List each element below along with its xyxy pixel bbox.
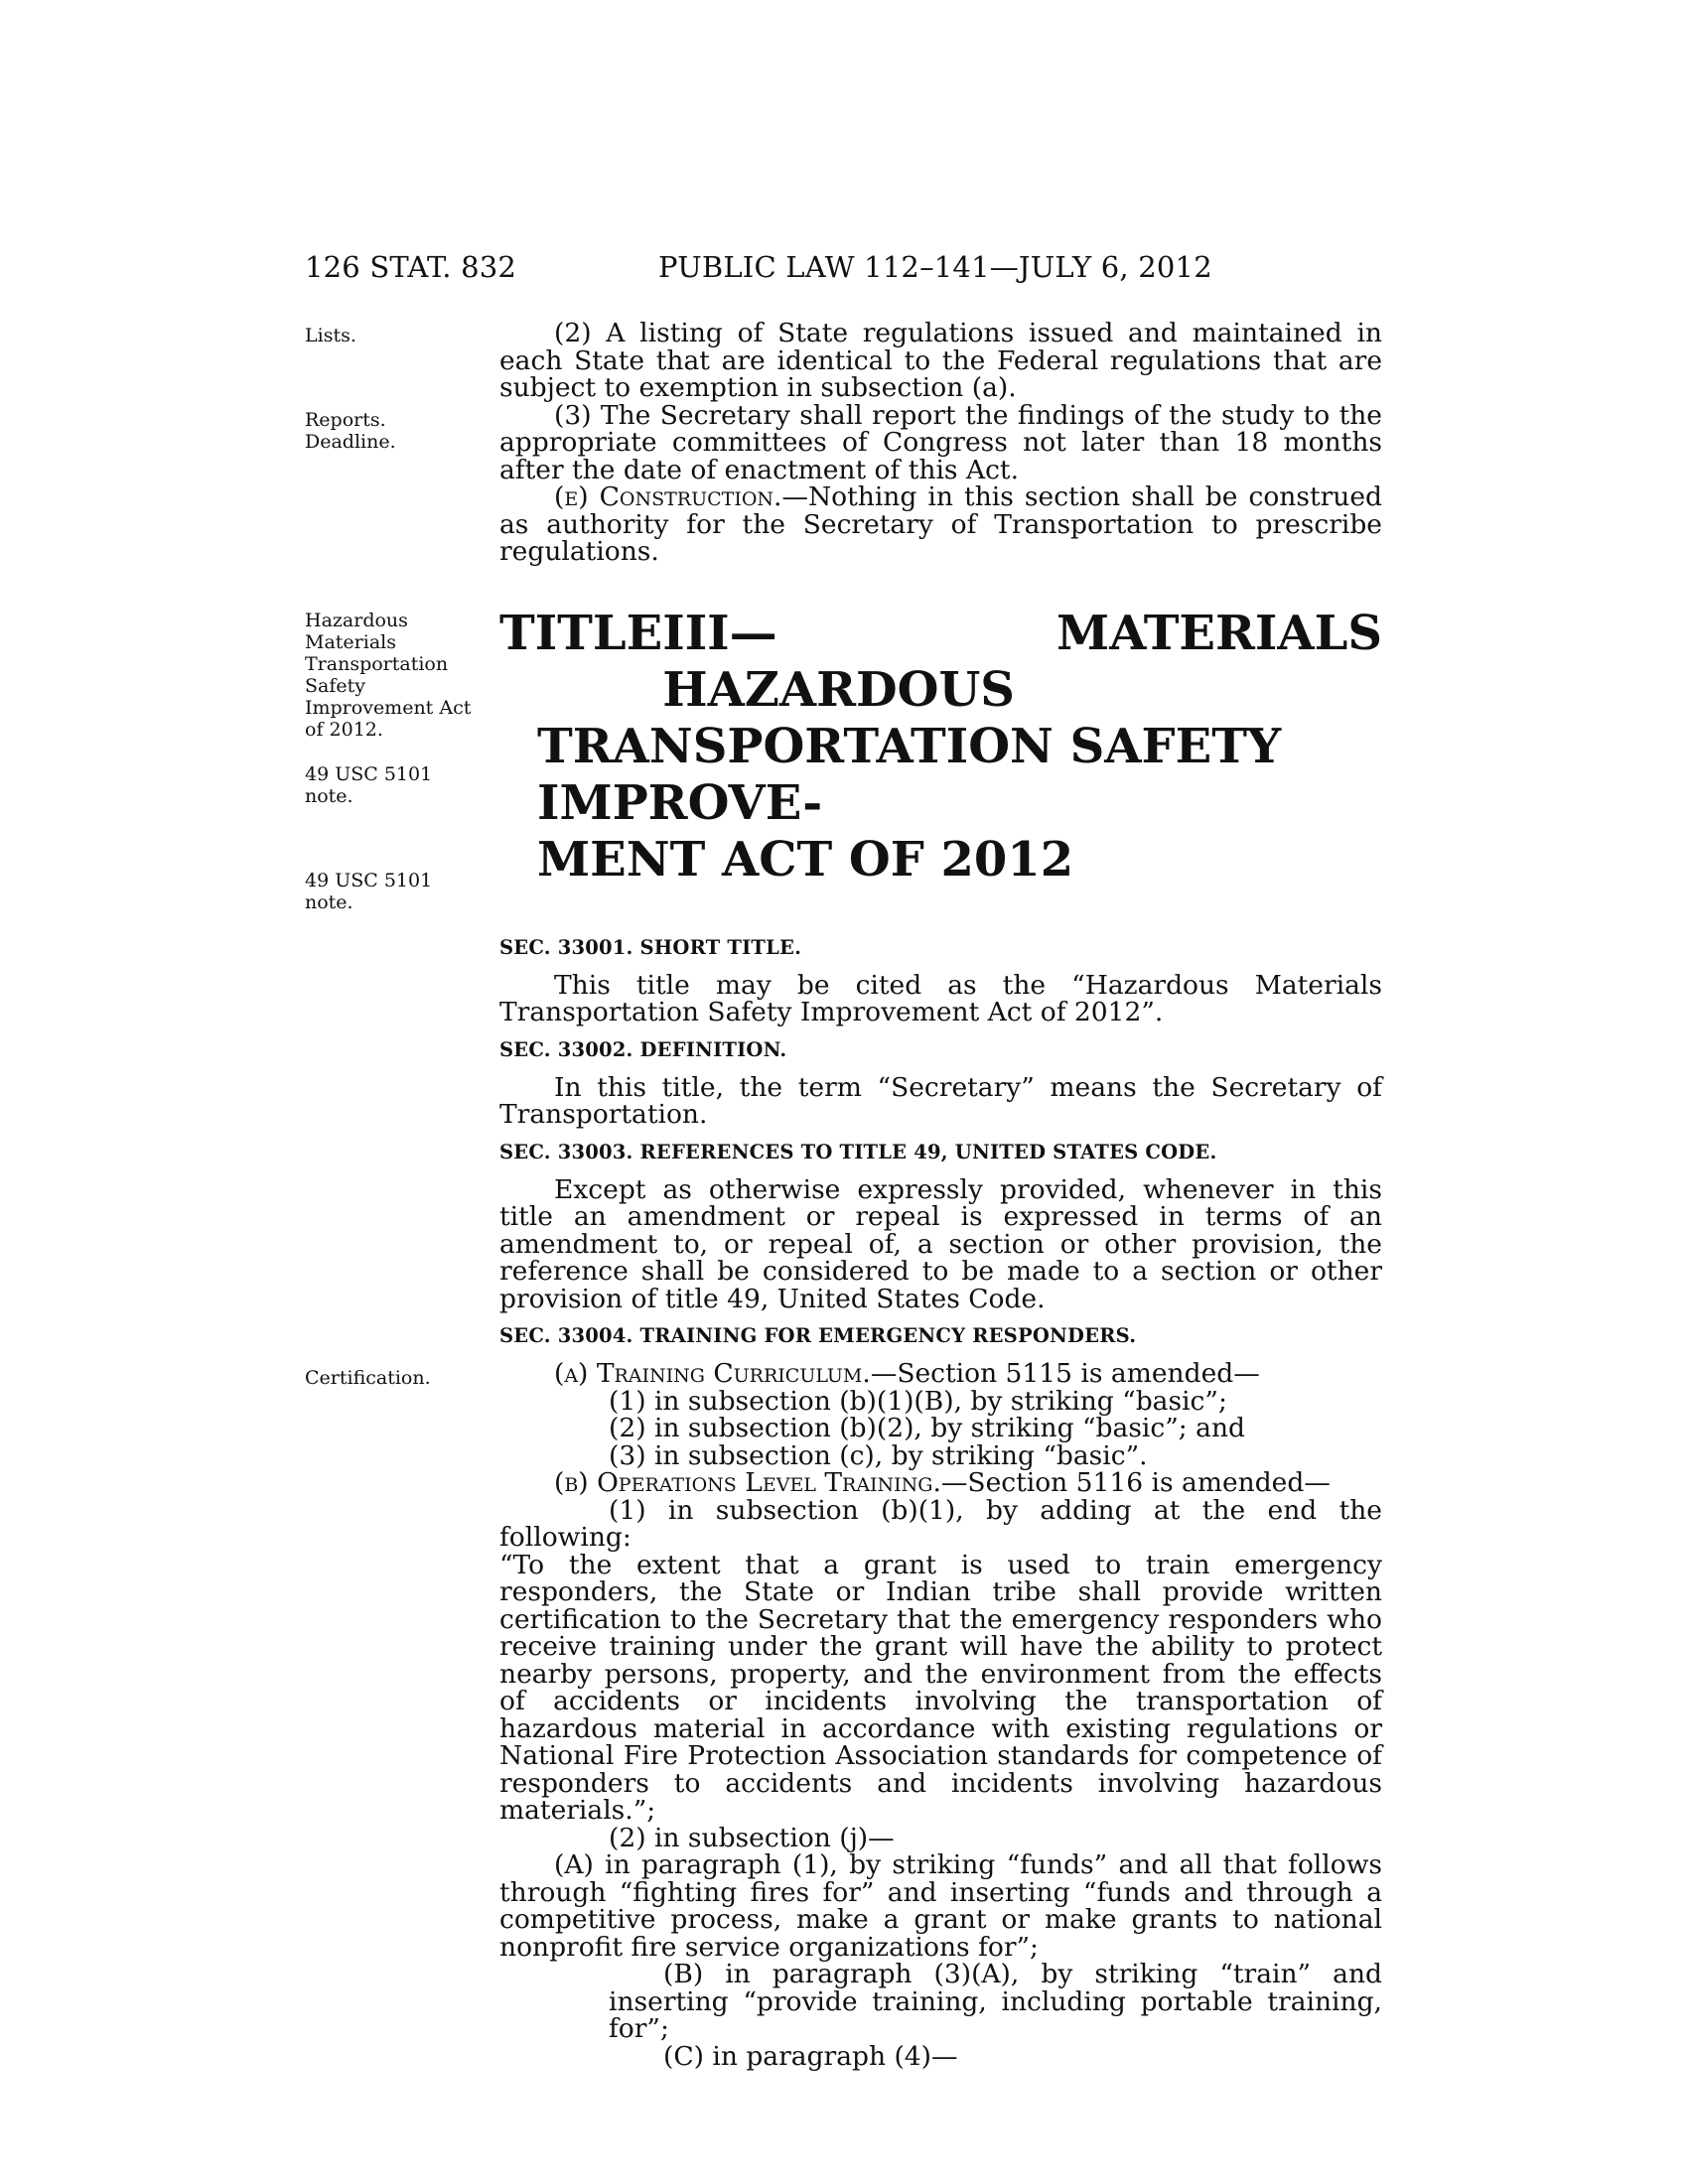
margin-note-certification: Certification. (305, 1367, 431, 1389)
title-line-3: MENT ACT OF 2012 (537, 831, 1074, 887)
paragraph-a2: (2) in subsection (b)(2), by striking “basic”; and (609, 1413, 1245, 1443)
subsection-e-text: —Nothing in this section shall be construed as authority for the Secretary of Transportation to prescribe regulations. (499, 481, 1382, 567)
subsection-a-text: —Section 5115 is amended— (870, 1358, 1260, 1389)
subsection-a-heading: (a) Training Curriculum. (554, 1358, 871, 1389)
title-word-title: TITLE (499, 605, 663, 661)
subsection-a (499, 1360, 1382, 1388)
page-header-law: PUBLIC LAW 112–141—JULY 6, 2012 (658, 250, 1212, 284)
title-word-number: III—HAZARDOUS (662, 605, 1015, 718)
paragraph-d3: (3) The Secretary shall report the findings of the study to the appropriate committees of Congress not later than 18 months after the date of enactment of this Act. (499, 399, 1382, 485)
paragraph-b2-b-text: (B) in paragraph (3)(A), by striking “train” and inserting “provide training, including portable training, for”; (609, 1959, 1382, 2044)
title-line-1 (499, 606, 1382, 719)
margin-note-short-title: Hazardous Materials Transportation Safety Improvement Act of 2012. (305, 610, 472, 741)
margin-note-deadline-label: Deadline. (305, 431, 396, 453)
section-33003-text: Except as otherwise expressly provided, whenever in this title an amendment or repeal is expressed in terms of an amendment to, or repeal of, a section or other provision, the reference shall be considered to be made to a section or other provision of title 49, United States Code. (499, 1173, 1382, 1314)
subsection-b (499, 1469, 1382, 1497)
margin-note-usc-2: 49 USC 5101 note. (305, 870, 433, 913)
paragraph-a1: (1) in subsection (b)(1)(B), by striking “basic”; (609, 1385, 1227, 1417)
paragraph-b1: (1) in subsection (b)(1), by adding at the end the following: (499, 1494, 1382, 1553)
paragraph-b2-b (499, 1961, 1382, 2043)
subsection-b-heading: (b) Operations Level Training. (554, 1467, 941, 1498)
paragraph-b2-a-text: (A) in paragraph (1), by striking “funds” and all that follows through “fighting fires for” and inserting “funds and through a competitive process, make a grant or make grants to national nonprofit fire service organizations for”; (499, 1849, 1382, 1963)
section-33004-heading: SEC. 33004. TRAINING FOR EMERGENCY RESPONDERS. (499, 1324, 1137, 1347)
margin-note-usc-1: 49 USC 5101 note. (305, 763, 433, 807)
paragraph-b2-c: (C) in paragraph (4)— (663, 2040, 958, 2072)
section-33002-heading: SEC. 33002. DEFINITION. (499, 1037, 787, 1061)
section-33003-heading: SEC. 33003. REFERENCES TO TITLE 49, UNITED STATES CODE. (499, 1140, 1217, 1163)
paragraph-d2: (2) A listing of State regulations issued and maintained in each State that are identical to the Federal regulations that are subject to exemption in subsection (a). (499, 318, 1382, 403)
page-header-stat: 126 STAT. 832 (305, 250, 517, 284)
paragraph-e (499, 483, 1382, 566)
title-word-materials: MATERIALS (1055, 605, 1382, 661)
margin-note-reports-label: Reports. (305, 409, 386, 431)
document-body (499, 320, 1382, 2070)
paragraph-b1-quote: “To the extent that a grant is used to train emergency responders, the State or Indian tribe shall provide written certification to the Secretary that the emergency responders who receive training under the grant will have the ability to protect nearby persons, property, and the environment from the effects of accidents or incidents involving the transportation of hazardous material in accordance with existing regulations or National Fire Protection Association standards for competence of responders to accidents and incidents involving hazardous materials.”; (499, 1549, 1382, 1826)
margin-note-reports (305, 409, 484, 453)
margin-note-lists: Lists. (305, 325, 356, 346)
section-33002-text: In this title, the term “Secretary” means the Secretary of Transportation. (499, 1071, 1382, 1130)
paragraph-b2: (2) in subsection (j)— (609, 1822, 895, 1853)
paragraph-a3: (3) in subsection (c), by striking “basic”. (609, 1439, 1148, 1471)
paragraph-b2-a (499, 1851, 1382, 1961)
section-33001-text: This title may be cited as the “Hazardous Materials Transportation Safety Improvement Act of 2012”. (499, 969, 1382, 1027)
title-heading (499, 606, 1382, 888)
subsection-e-heading: (e) Construction. (554, 481, 782, 512)
section-33001-heading: SEC. 33001. SHORT TITLE. (499, 935, 802, 959)
subsection-b-text: —Section 5116 is amended— (940, 1467, 1331, 1498)
title-line-2: TRANSPORTATION SAFETY IMPROVE- (537, 718, 1282, 831)
